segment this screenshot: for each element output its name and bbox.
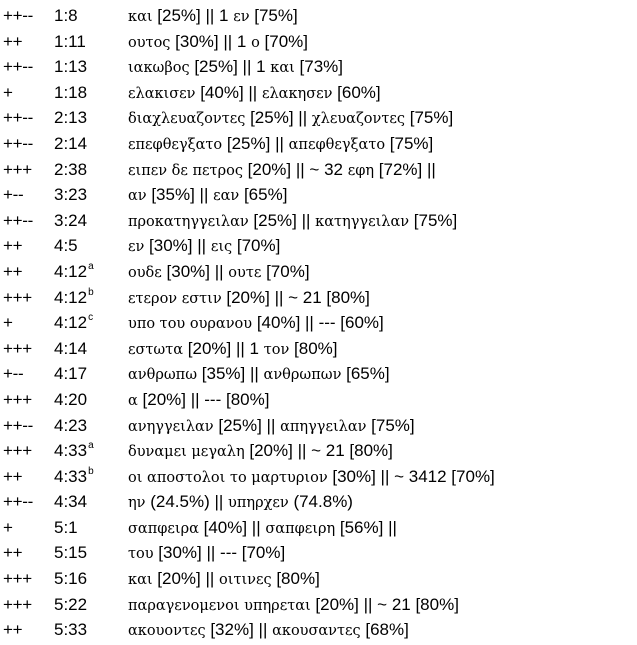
greek-reading: εαν [213, 188, 240, 205]
greek-reading: εις [210, 239, 233, 256]
verse-reference [54, 310, 93, 336]
verse-reference [54, 387, 87, 413]
verse-reference [54, 105, 87, 131]
reading-text [128, 208, 457, 236]
support-sign: ++-- [3, 133, 33, 153]
greek-reading: τον [263, 341, 290, 358]
verse-number: 2:38 [54, 159, 88, 179]
verse-reference [54, 259, 94, 285]
greek-reading: ελακησεν [261, 85, 333, 102]
greek-reading: υπο του ουρανου [128, 316, 253, 333]
verse-reference [54, 361, 87, 387]
verse-reference [54, 29, 86, 55]
verse-number: 3:23 [54, 185, 88, 205]
support-sign: +++ [3, 389, 32, 409]
variant-row [0, 29, 637, 55]
support-sign: +++ [3, 338, 32, 358]
reading-support: [65%] [341, 364, 390, 384]
greek-reading: χλευαζοντες [311, 111, 405, 128]
reading-support: [25%] || [245, 108, 312, 128]
reading-text [128, 3, 298, 31]
reading-text [128, 233, 280, 261]
verse-reference [54, 285, 94, 311]
support-sign: ++ [3, 543, 23, 563]
greek-reading: ουτε [228, 264, 262, 281]
verse-number: 2:13 [54, 108, 88, 128]
greek-reading: ο [251, 34, 260, 51]
reading-support: [80%] [271, 569, 320, 589]
reading-text [128, 361, 390, 389]
variant-row [0, 438, 637, 464]
verse-number: 4:33 [54, 441, 88, 461]
reading-support: [80%] [289, 338, 338, 358]
greek-reading: επεφθεγξατο [128, 136, 223, 153]
verse-reference [54, 540, 87, 566]
reading-support: [30%] || [144, 236, 211, 256]
reading-text [128, 592, 459, 620]
verse-reference [54, 592, 87, 618]
verse-reference [54, 515, 78, 541]
reading-support: [30%] || [161, 261, 229, 281]
reading-text [128, 105, 453, 133]
support-sign: + [3, 517, 13, 537]
verse-reference [54, 54, 87, 80]
reading-support: [35%] || [146, 185, 214, 205]
support-sign: ++-- [3, 210, 33, 230]
verse-number: 4:12 [54, 313, 88, 333]
reading-text [128, 80, 381, 108]
verse-reference [54, 566, 87, 592]
verse-superscript: b [88, 466, 94, 478]
variant-row [0, 157, 637, 183]
verse-reference [54, 157, 87, 183]
greek-reading: και [270, 60, 295, 77]
verse-number: 2:14 [54, 133, 88, 153]
verse-reference [54, 336, 87, 362]
variant-row [0, 336, 637, 362]
greek-reading: δυναμει μεγαλη [128, 444, 245, 461]
greek-reading: προκατηγγειλαν [128, 213, 249, 230]
reading-support: [75%] [385, 133, 434, 153]
reading-support: (24.5%) || [145, 492, 229, 512]
verse-number: 1:11 [54, 31, 86, 51]
verse-reference [54, 182, 87, 208]
variant-row [0, 515, 637, 541]
greek-reading: ουδε [128, 264, 162, 281]
greek-reading: του [128, 546, 154, 563]
reading-text [128, 131, 433, 159]
reading-support: [75%] [409, 210, 458, 230]
verse-reference [54, 438, 94, 464]
greek-reading: κατηγγειλαν [315, 213, 410, 230]
greek-reading: ανηγγειλαν [128, 418, 214, 435]
verse-number: 4:20 [54, 389, 88, 409]
variant-row [0, 387, 637, 413]
greek-reading: αν [128, 188, 147, 205]
variant-row [0, 80, 637, 106]
reading-support: [25%] || [222, 133, 289, 153]
variant-row [0, 208, 637, 234]
variant-row [0, 182, 637, 208]
variant-row [0, 259, 637, 285]
greek-reading: οι αποστολοι το μαρτυριον [128, 469, 328, 486]
verse-number: 5:16 [54, 569, 88, 589]
reading-support: [32%] || [205, 620, 273, 640]
support-sign: + [3, 82, 13, 102]
reading-support: [72%] || [374, 159, 436, 179]
reading-support: (74.8%) [288, 492, 353, 512]
verse-number: 5:15 [54, 543, 88, 563]
greek-reading: εφη [347, 162, 375, 179]
verse-number: 4:17 [54, 364, 88, 384]
variant-row [0, 285, 637, 311]
verse-number: 4:12 [54, 261, 88, 281]
support-sign: +++ [3, 287, 32, 307]
reading-text [128, 464, 495, 492]
greek-reading: ελακισεν [128, 85, 196, 102]
greek-reading: και [128, 9, 153, 25]
support-sign: +-- [3, 185, 24, 205]
support-sign: +++ [3, 569, 32, 589]
support-sign: ++-- [3, 6, 33, 25]
verse-reference [54, 233, 78, 259]
reading-support: [25%] || 1 [189, 57, 271, 77]
greek-reading: διαχλευαζοντες [128, 111, 246, 128]
verse-reference [54, 489, 87, 515]
support-sign: ++ [3, 31, 23, 51]
reading-text [128, 157, 436, 185]
reading-support: [60%] [332, 82, 381, 102]
reading-support: [65%] [239, 185, 288, 205]
support-sign: +++ [3, 159, 32, 179]
greek-reading: ετερον εστιν [128, 290, 222, 307]
variant-row [0, 310, 637, 336]
verse-superscript: a [88, 440, 94, 452]
reading-support: [35%] || [197, 364, 264, 384]
support-sign: ++-- [3, 492, 33, 512]
variant-row [0, 489, 637, 515]
reading-support: [70%] [261, 261, 310, 281]
verse-reference [54, 80, 87, 106]
support-sign: +++ [3, 594, 32, 614]
reading-text [128, 310, 384, 338]
greek-reading: εστωτα [128, 341, 184, 358]
reading-support: [70%] [232, 236, 281, 256]
reading-text [128, 29, 308, 57]
verse-number: 1:18 [54, 82, 88, 102]
verse-reference [54, 464, 94, 490]
reading-text [128, 285, 370, 313]
support-sign: + [3, 313, 13, 333]
verse-number: 5:33 [54, 620, 88, 640]
support-sign: ++ [3, 236, 23, 256]
variant-row [0, 54, 637, 80]
reading-support: [40%] || [195, 82, 262, 102]
verse-reference [54, 208, 87, 234]
variant-row [0, 464, 637, 490]
reading-text [128, 438, 393, 466]
verse-reference [54, 617, 87, 643]
reading-support: [75%] [405, 108, 454, 128]
greek-reading: ην [128, 495, 146, 512]
greek-reading: ανθρωπω [128, 367, 198, 384]
variant-row [0, 105, 637, 131]
support-sign: +-- [3, 364, 24, 384]
greek-reading: ειπεν δε πετρος [128, 162, 243, 179]
greek-reading: σαπφειρη [265, 520, 336, 537]
reading-support: [56%] || [335, 517, 397, 537]
greek-reading: ανθρωπων [263, 367, 342, 384]
reading-text [128, 489, 353, 517]
variant-list [0, 3, 637, 643]
support-sign: ++-- [3, 415, 33, 435]
greek-reading: υπηρχεν [228, 495, 289, 512]
verse-number: 4:14 [54, 338, 88, 358]
verse-number: 1:13 [54, 57, 88, 77]
greek-reading: ιακωβος [128, 60, 190, 77]
verse-number: 3:24 [54, 210, 88, 230]
reading-support: [75%] [249, 6, 298, 25]
greek-reading: απηγγειλαν [280, 418, 367, 435]
reading-support: [20%] || --- [80%] [137, 389, 270, 409]
reading-text [128, 566, 320, 594]
reading-text [128, 54, 343, 82]
reading-support: [20%] || ~ 21 [80%] [221, 287, 370, 307]
verse-superscript: a [88, 261, 94, 273]
support-sign: ++ [3, 466, 23, 486]
verse-reference [54, 3, 78, 29]
reading-support: [68%] [360, 620, 409, 640]
reading-support: [30%] || 1 [170, 31, 252, 51]
support-sign: +++ [3, 441, 32, 461]
variant-row [0, 3, 637, 29]
verse-number: 5:1 [54, 517, 78, 537]
variant-row [0, 617, 637, 643]
greek-reading: οιτινες [219, 572, 272, 589]
reading-text [128, 387, 269, 415]
support-sign: ++-- [3, 108, 33, 128]
reading-support: [20%] || ~ 21 [80%] [244, 441, 393, 461]
variant-row [0, 566, 637, 592]
verse-number: 4:33 [54, 466, 88, 486]
reading-support: [70%] [259, 31, 309, 51]
reading-support: [30%] || ~ 3412 [70%] [327, 466, 495, 486]
reading-support: [25%] || 1 [152, 6, 234, 25]
variant-row [0, 361, 637, 387]
reading-text [128, 413, 415, 441]
support-sign: ++-- [3, 57, 33, 77]
reading-text [128, 259, 310, 287]
reading-support: [20%] || ~ 21 [80%] [310, 594, 459, 614]
greek-reading: α [128, 392, 138, 409]
verse-number: 1:8 [54, 6, 78, 25]
reading-support: [20%] || 1 [183, 338, 264, 358]
reading-support: [40%] || --- [60%] [252, 313, 384, 333]
verse-number: 4:5 [54, 236, 78, 256]
variant-row [0, 413, 637, 439]
reading-text [128, 540, 285, 568]
variant-row [0, 233, 637, 259]
greek-reading: εν [128, 239, 145, 256]
verse-superscript: b [88, 286, 94, 298]
greek-reading: εν [233, 9, 250, 25]
verse-reference [54, 413, 87, 439]
reading-support: [40%] || [198, 517, 266, 537]
greek-reading: και [128, 572, 153, 589]
reading-support: [25%] || [248, 210, 316, 230]
reading-support: [75%] [366, 415, 415, 435]
greek-reading: απεφθεγξατο [288, 136, 386, 153]
greek-reading: ουτος [128, 34, 171, 51]
reading-support: [20%] || [152, 569, 220, 589]
reading-support: [73%] [294, 57, 344, 77]
reading-support: [20%] || ~ 32 [242, 159, 348, 179]
variant-row [0, 592, 637, 618]
support-sign: ++ [3, 620, 23, 640]
variant-row [0, 540, 637, 566]
reading-text [128, 182, 287, 210]
greek-reading: σαπφειρα [128, 520, 199, 537]
verse-reference [54, 131, 87, 157]
verse-number: 4:23 [54, 415, 88, 435]
verse-superscript: c [88, 312, 94, 324]
variant-row [0, 131, 637, 157]
verse-number: 4:12 [54, 287, 88, 307]
greek-reading: παραγενομενοι υπηρεται [128, 597, 311, 614]
reading-support: [25%] || [213, 415, 281, 435]
reading-text [128, 515, 397, 543]
greek-reading: ακουοντες [128, 623, 206, 640]
verse-number: 5:22 [54, 594, 88, 614]
reading-text [128, 617, 409, 645]
verse-number: 4:34 [54, 492, 88, 512]
support-sign: ++ [3, 261, 23, 281]
reading-support: [30%] || --- [70%] [153, 543, 286, 563]
reading-text [128, 336, 338, 364]
greek-reading: ακουσαντες [272, 623, 361, 640]
